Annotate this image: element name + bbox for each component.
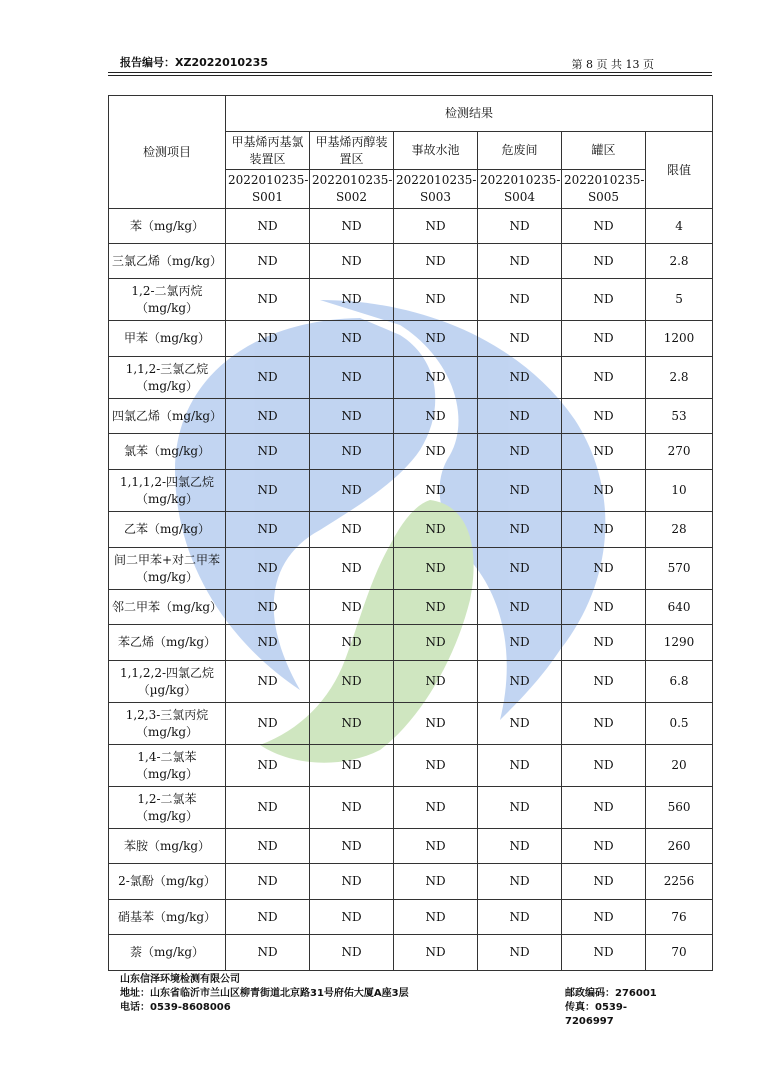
result-value: ND bbox=[310, 864, 394, 900]
site-name: 甲基烯丙基氯装置区 bbox=[226, 132, 310, 170]
result-value: ND bbox=[394, 661, 478, 703]
table-row bbox=[109, 590, 713, 625]
result-value: ND bbox=[226, 787, 310, 829]
result-value: ND bbox=[478, 209, 562, 244]
result-value: ND bbox=[226, 548, 310, 590]
table-row bbox=[109, 864, 713, 900]
result-value: ND bbox=[394, 590, 478, 625]
test-item: 苯乙烯（mg/kg） bbox=[109, 625, 226, 661]
result-value: ND bbox=[310, 548, 394, 590]
test-item: 1,2-二氯苯（mg/kg） bbox=[109, 787, 226, 829]
limit-value: 2.8 bbox=[646, 357, 713, 399]
result-value: ND bbox=[394, 434, 478, 470]
result-value: ND bbox=[562, 900, 646, 935]
result-value: ND bbox=[310, 661, 394, 703]
result-value: ND bbox=[226, 745, 310, 787]
result-value: ND bbox=[562, 244, 646, 279]
table-row bbox=[109, 625, 713, 661]
result-value: ND bbox=[478, 357, 562, 399]
result-value: ND bbox=[478, 399, 562, 434]
result-value: ND bbox=[562, 399, 646, 434]
sample-code: 2022010235-S002 bbox=[310, 170, 394, 209]
result-value: ND bbox=[394, 470, 478, 512]
test-item: 1,1,2,2-四氯乙烷（µg/kg） bbox=[109, 661, 226, 703]
result-value: ND bbox=[394, 244, 478, 279]
result-value: ND bbox=[226, 399, 310, 434]
limit-value: 260 bbox=[646, 829, 713, 864]
result-value: ND bbox=[562, 829, 646, 864]
result-value: ND bbox=[310, 787, 394, 829]
result-value: ND bbox=[226, 209, 310, 244]
result-value: ND bbox=[226, 625, 310, 661]
result-value: ND bbox=[478, 787, 562, 829]
limit-value: 6.8 bbox=[646, 661, 713, 703]
result-value: ND bbox=[478, 625, 562, 661]
result-value: ND bbox=[562, 279, 646, 321]
result-value: ND bbox=[478, 279, 562, 321]
footer bbox=[120, 973, 660, 1029]
result-value: ND bbox=[310, 321, 394, 357]
test-item: 三氯乙烯（mg/kg） bbox=[109, 244, 226, 279]
site-name: 罐区 bbox=[562, 132, 646, 170]
result-value: ND bbox=[394, 209, 478, 244]
test-item: 间二甲苯+对二甲苯（mg/kg） bbox=[109, 548, 226, 590]
limit-value: 5 bbox=[646, 279, 713, 321]
limit-value: 20 bbox=[646, 745, 713, 787]
limit-value: 4 bbox=[646, 209, 713, 244]
result-value: ND bbox=[562, 470, 646, 512]
result-value: ND bbox=[310, 590, 394, 625]
result-value: ND bbox=[562, 321, 646, 357]
result-value: ND bbox=[562, 864, 646, 900]
limit-value: 76 bbox=[646, 900, 713, 935]
test-item: 氯苯（mg/kg） bbox=[109, 434, 226, 470]
sample-code: 2022010235-S003 bbox=[394, 170, 478, 209]
result-value: ND bbox=[226, 864, 310, 900]
test-item: 1,1,1,2-四氯乙烷（mg/kg） bbox=[109, 470, 226, 512]
test-item: 硝基苯（mg/kg） bbox=[109, 900, 226, 935]
result-value: ND bbox=[478, 470, 562, 512]
result-value: ND bbox=[478, 434, 562, 470]
company-address: 地址：山东省临沂市兰山区柳青街道北京路31号府佑大厦A座3层 bbox=[120, 988, 409, 999]
result-value: ND bbox=[310, 244, 394, 279]
header-rule-thin bbox=[108, 75, 712, 76]
test-item: 1,4-二氯苯（mg/kg） bbox=[109, 745, 226, 787]
result-value: ND bbox=[394, 548, 478, 590]
header-rule bbox=[108, 72, 712, 73]
table-row bbox=[109, 745, 713, 787]
test-item: 乙苯（mg/kg） bbox=[109, 512, 226, 548]
result-value: ND bbox=[394, 357, 478, 399]
test-item: 甲苯（mg/kg） bbox=[109, 321, 226, 357]
result-value: ND bbox=[310, 745, 394, 787]
result-value: ND bbox=[562, 512, 646, 548]
result-value: ND bbox=[226, 935, 310, 971]
result-value: ND bbox=[226, 512, 310, 548]
table-row bbox=[109, 829, 713, 864]
result-value: ND bbox=[478, 590, 562, 625]
result-value: ND bbox=[478, 864, 562, 900]
table-row bbox=[109, 244, 713, 279]
table-row bbox=[109, 357, 713, 399]
result-value: ND bbox=[394, 829, 478, 864]
table-row bbox=[109, 935, 713, 971]
table-row bbox=[109, 661, 713, 703]
result-value: ND bbox=[562, 661, 646, 703]
result-value: ND bbox=[394, 625, 478, 661]
result-value: ND bbox=[394, 745, 478, 787]
result-value: ND bbox=[562, 787, 646, 829]
result-value: ND bbox=[562, 357, 646, 399]
result-value: ND bbox=[226, 470, 310, 512]
sample-code: 2022010235-S004 bbox=[478, 170, 562, 209]
fax-number: 传真：0539-7206997 bbox=[565, 1002, 627, 1027]
test-item: 四氯乙烯（mg/kg） bbox=[109, 399, 226, 434]
result-value: ND bbox=[226, 357, 310, 399]
result-value: ND bbox=[226, 434, 310, 470]
limit-header: 限值 bbox=[646, 132, 713, 209]
site-name: 甲基烯丙醇装置区 bbox=[310, 132, 394, 170]
test-item: 1,2,3-三氯丙烷（mg/kg） bbox=[109, 703, 226, 745]
site-name: 危废间 bbox=[478, 132, 562, 170]
result-value: ND bbox=[562, 745, 646, 787]
result-value: ND bbox=[478, 321, 562, 357]
table-row bbox=[109, 209, 713, 244]
result-value: ND bbox=[394, 935, 478, 971]
result-value: ND bbox=[226, 900, 310, 935]
result-value: ND bbox=[562, 590, 646, 625]
result-value: ND bbox=[226, 244, 310, 279]
table-row bbox=[109, 434, 713, 470]
phone-number: 电话：0539-8608006 bbox=[120, 1002, 231, 1013]
result-value: ND bbox=[478, 900, 562, 935]
result-value: ND bbox=[562, 548, 646, 590]
result-value: ND bbox=[394, 703, 478, 745]
test-item: 1,1,2-三氯乙烷（mg/kg） bbox=[109, 357, 226, 399]
result-value: ND bbox=[562, 209, 646, 244]
limit-value: 2256 bbox=[646, 864, 713, 900]
sample-code: 2022010235-S005 bbox=[562, 170, 646, 209]
result-value: ND bbox=[478, 548, 562, 590]
result-value: ND bbox=[478, 829, 562, 864]
result-value: ND bbox=[310, 357, 394, 399]
table-row bbox=[109, 512, 713, 548]
table-row bbox=[109, 703, 713, 745]
site-name: 事故水池 bbox=[394, 132, 478, 170]
result-value: ND bbox=[478, 661, 562, 703]
result-value: ND bbox=[394, 512, 478, 548]
test-item: 苯胺（mg/kg） bbox=[109, 829, 226, 864]
limit-value: 10 bbox=[646, 470, 713, 512]
result-value: ND bbox=[394, 399, 478, 434]
result-value: ND bbox=[310, 434, 394, 470]
result-value: ND bbox=[394, 279, 478, 321]
table-row bbox=[109, 399, 713, 434]
limit-value: 640 bbox=[646, 590, 713, 625]
result-value: ND bbox=[394, 787, 478, 829]
limit-value: 270 bbox=[646, 434, 713, 470]
table-row bbox=[109, 548, 713, 590]
result-value: ND bbox=[310, 470, 394, 512]
limit-value: 1200 bbox=[646, 321, 713, 357]
result-value: ND bbox=[226, 590, 310, 625]
item-header: 检测项目 bbox=[109, 96, 226, 209]
limit-value: 70 bbox=[646, 935, 713, 971]
result-value: ND bbox=[310, 829, 394, 864]
result-value: ND bbox=[478, 935, 562, 971]
result-value: ND bbox=[478, 244, 562, 279]
result-value: ND bbox=[310, 279, 394, 321]
table-row bbox=[109, 787, 713, 829]
limit-value: 560 bbox=[646, 787, 713, 829]
postcode: 邮政编码：276001 bbox=[565, 988, 657, 999]
result-value: ND bbox=[478, 512, 562, 548]
table-row bbox=[109, 470, 713, 512]
results-header: 检测结果 bbox=[226, 96, 713, 132]
result-value: ND bbox=[226, 279, 310, 321]
result-value: ND bbox=[562, 935, 646, 971]
limit-value: 570 bbox=[646, 548, 713, 590]
result-value: ND bbox=[310, 399, 394, 434]
sample-code: 2022010235-S001 bbox=[226, 170, 310, 209]
result-value: ND bbox=[562, 703, 646, 745]
limit-value: 1290 bbox=[646, 625, 713, 661]
result-value: ND bbox=[562, 434, 646, 470]
table-row bbox=[109, 900, 713, 935]
result-value: ND bbox=[226, 661, 310, 703]
result-value: ND bbox=[394, 321, 478, 357]
result-value: ND bbox=[310, 900, 394, 935]
result-value: ND bbox=[310, 209, 394, 244]
result-value: ND bbox=[478, 745, 562, 787]
limit-value: 28 bbox=[646, 512, 713, 548]
test-item: 1,2-二氯丙烷（mg/kg） bbox=[109, 279, 226, 321]
limit-value: 2.8 bbox=[646, 244, 713, 279]
result-value: ND bbox=[394, 900, 478, 935]
result-value: ND bbox=[310, 935, 394, 971]
table-header-row bbox=[109, 96, 713, 132]
test-item: 2-氯酚（mg/kg） bbox=[109, 864, 226, 900]
table-row bbox=[109, 321, 713, 357]
test-item: 邻二甲苯（mg/kg） bbox=[109, 590, 226, 625]
test-item: 苯（mg/kg） bbox=[109, 209, 226, 244]
test-item: 萘（mg/kg） bbox=[109, 935, 226, 971]
result-value: ND bbox=[226, 321, 310, 357]
result-value: ND bbox=[310, 512, 394, 548]
report-number: 报告编号：XZ2022010235 bbox=[120, 56, 268, 69]
result-value: ND bbox=[226, 703, 310, 745]
limit-value: 0.5 bbox=[646, 703, 713, 745]
result-value: ND bbox=[562, 625, 646, 661]
result-value: ND bbox=[310, 703, 394, 745]
company-name: 山东信泽环境检测有限公司 bbox=[120, 974, 240, 985]
results-table bbox=[108, 95, 713, 971]
result-value: ND bbox=[394, 864, 478, 900]
table-row bbox=[109, 279, 713, 321]
page-indicator: 第 8 页 共 13 页 bbox=[571, 58, 654, 71]
result-value: ND bbox=[310, 625, 394, 661]
limit-value: 53 bbox=[646, 399, 713, 434]
result-value: ND bbox=[226, 829, 310, 864]
result-value: ND bbox=[478, 703, 562, 745]
